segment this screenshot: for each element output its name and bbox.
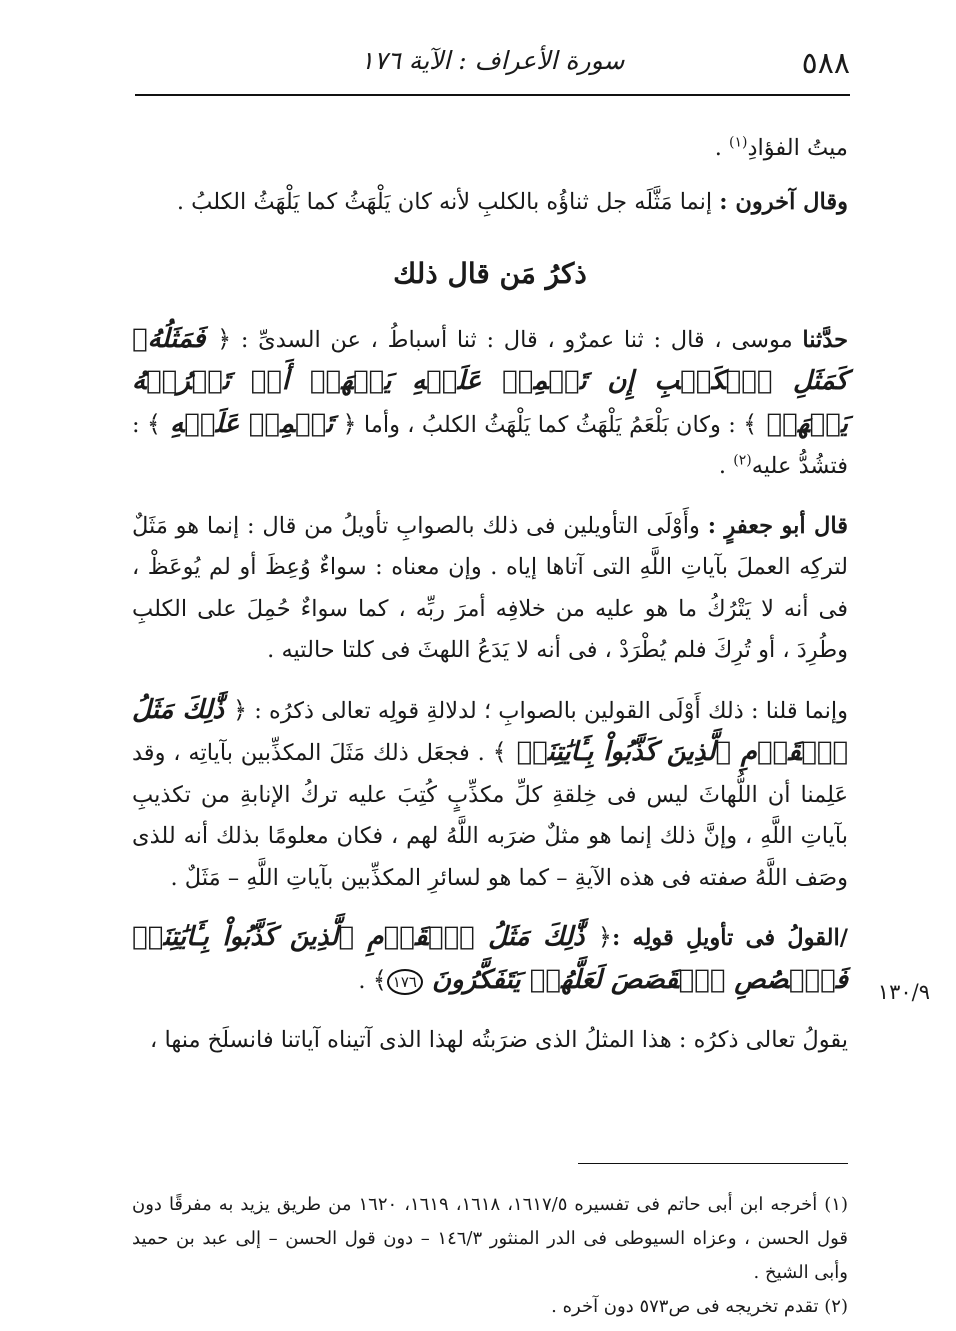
speaker-label: وقال آخرون : bbox=[719, 188, 848, 215]
p4-text: وأَوْلَى التأويلين فى ذلك بالصوابِ تأويلُ من قال : إنما هو مَثَلٌ لتركِه العملَ بآياتِ اللَّهِ التى آتاها إياه . وإن معناه : سواءٌ وُعِظَ أو لم يُوعَظْ ، فى أنه لا يَتْرُكُ ما هو عليه من خلافِه أمرَ ربِّه ، كما سواءٌ حُمِلَ على الكلبِ وطُرِدَ ، أو تُرِكَ فلم يُطْرَدْ ، فى أنه لا يَدَعُ اللهثَ فى كلتا حالتيه . bbox=[132, 512, 848, 663]
quran-quote: تَحۡمِلۡ عَلَيۡهِ bbox=[160, 408, 343, 439]
quran-close-brace: ﴾ bbox=[743, 409, 758, 438]
paragraph-4 bbox=[132, 506, 848, 672]
page-number: ٥٨٨ bbox=[801, 46, 850, 81]
quran-close-brace: ﴾ bbox=[146, 409, 161, 438]
paragraph-5 bbox=[132, 690, 848, 900]
p1-text: ميتُ الفؤادِ bbox=[747, 135, 848, 161]
running-title: سورة الأعراف : الآية ١٧٦ bbox=[360, 46, 625, 75]
footnote-2: (٢) تقدم تخريجه فى ص٥٧٣ دون آخره . bbox=[551, 1296, 848, 1317]
p3-text-3: : فتشُدُّ عليه bbox=[132, 411, 848, 479]
p1-end: . bbox=[714, 135, 730, 161]
p5-text-2: . فجعَل ذلك مَثَلَ المكذِّبين بآياتِه ، وقد عَلِمنا أن اللُّهاثَ ليس فى خِلقةِ كلِّ مكذِّبٍ كُتِبَ عليه تركُ الإنابةِ من تكذيبِ بآياتِ اللَّهِ ، وإنَّ ذلك إنما هو مثلٌ ضرَبه اللَّهُ لهم ، فكان معلومًا بذلك أنه للذى وصَف اللَّهُ صفته فى هذه الآيةِ – كما هو لسائرِ المكذِّبين بآياتِ اللَّهِ – مَثَلٌ . bbox=[132, 740, 848, 891]
p3-text-1: موسى ، قال : ثنا عمرٌو ، قال : ثنا أسباطُ ، عن السدىِّ : bbox=[231, 326, 803, 353]
speaker-label: قال أبو جعفرٍ : bbox=[707, 512, 848, 539]
paragraph-6 bbox=[132, 917, 848, 1002]
margin-volume-page-note: ١٣٠/٩ bbox=[877, 980, 930, 1004]
footnotes bbox=[132, 1188, 848, 1324]
speaker-label: /القولُ فى تأويلِ قولِه : bbox=[611, 925, 848, 951]
p3-end: . bbox=[718, 453, 734, 479]
main-text bbox=[132, 128, 848, 1062]
p5-text-1: وإنما قلنا : ذلك أَوْلَى القولين بالصوابِ ؛ لدلالةِ قولِه تعالى ذكرُه : bbox=[247, 697, 848, 724]
quran-close-brace: ﴾ bbox=[492, 738, 507, 766]
quran-open-brace: ﴿ bbox=[597, 923, 612, 951]
quran-open-brace: ﴿ bbox=[217, 324, 232, 353]
ayah-number-marker: ١٧٦ bbox=[387, 969, 423, 995]
speaker-label: حدَّثنا bbox=[802, 326, 848, 353]
section-heading: ذكرُ مَن قال ذلك bbox=[393, 257, 587, 290]
quran-quote: ذَّٰلِكَ مَثَلُ ٱلۡقَوۡمِ ٱلَّذِينَ كَذَّبُواْ بِـَٔايَٰتِنَاۚ فَٱقۡصُصِ ٱلۡقَصَصَ لَعَلَّهُمۡ يَتَفَكَّرُونَ bbox=[132, 922, 848, 995]
p3-text-2: : وكان بَلْعَمُ يَلْهَثُ كما يَلْهَثُ الكلبُ ، وأما bbox=[356, 411, 744, 438]
footnote-1: (١) أخرجه ابن أبى حاتم فى تفسيره ١٦١٧/٥، ١٦١٨، ١٦١٩، ١٦٢٠ من طريق يزيد به مفرقًا دون قول الحسن ، وعزاه السيوطى فى الدر المنثور ١٤٦/٣ – دون قول الحسن – إلى عبد بن حميد وأبى الشيخ . bbox=[132, 1194, 848, 1283]
p6-end: . bbox=[358, 967, 373, 994]
footnote-ref-1[interactable]: (١) bbox=[729, 134, 748, 151]
paragraph-2 bbox=[132, 182, 848, 224]
footnote-ref-2[interactable]: (٢) bbox=[733, 452, 752, 469]
p2-text: إنما مَثَّلَه جل ثناؤُه بالكلبِ لأنه كان يَلْهَثُ كما يَلْهَثُ الكلبُ . bbox=[176, 188, 720, 215]
quran-quote: ذَّٰلِكَ مَثَلُ ٱلۡقَوۡمِ ٱلَّذِينَ كَذَّبُواْ بِـَٔايَٰتِنَاۚ bbox=[132, 694, 848, 767]
paragraph-3 bbox=[132, 319, 848, 488]
quran-open-brace: ﴿ bbox=[233, 695, 248, 724]
quran-close-brace: ﴾ bbox=[372, 965, 387, 994]
page-header bbox=[135, 38, 850, 82]
quran-quote: فَمَثَلُهُۥ كَمَثَلِ ٱلۡكَلۡبِ إِن تَحۡمِلۡ عَلَيۡهِ يَلۡهَثۡ أَوۡ تَتۡرُكۡهُ يَلۡهَثۚ bbox=[132, 323, 848, 439]
quran-open-brace: ﴿ bbox=[342, 409, 357, 438]
paragraph-7: يقولُ تعالى ذكرُه : هذا المثلُ الذى ضرَبتُه لهذا الذى آتيناه آياتنا فانسلَخ منها ، bbox=[150, 1027, 848, 1053]
paragraph-1 bbox=[132, 128, 848, 170]
header-rule bbox=[135, 94, 850, 96]
footnote-separator bbox=[578, 1163, 848, 1164]
